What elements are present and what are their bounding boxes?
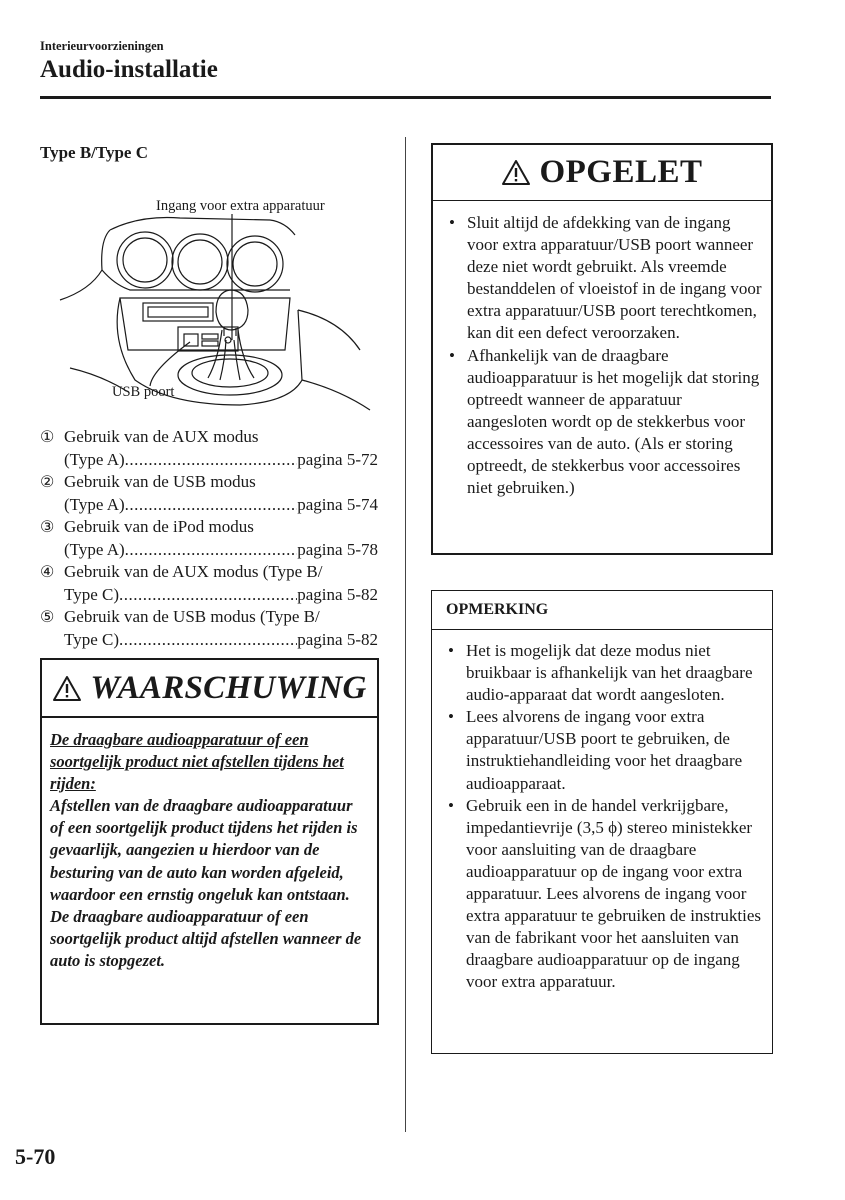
note-list xyxy=(432,630,772,994)
warning-box xyxy=(40,658,379,1025)
item-title: Gebruik van de iPod modus xyxy=(64,517,254,536)
section-title: Interieurvoorzieningen xyxy=(40,39,164,53)
item-title: Gebruik van de AUX modus (Type B/ xyxy=(64,562,323,581)
list-item: • Lees alvorens de ingang voor extra apparatuur/USB poort te gebruiken, de instruktiehandleiding voor het draagbare audioapparaat. xyxy=(432,706,766,794)
item-number: ⑤ xyxy=(40,609,55,626)
list-item xyxy=(40,471,378,516)
list-item: • Sluit altijd de afdekking van de ingang voor extra apparatuur/USB poort wanneer deze niet wordt gebruikt. Als vreemde bestanddelen of vloeistof in de ingang voor extra apparatuur/USB poort terechtkomen, kan dit een defect veroorzaken. xyxy=(433,212,765,345)
page-reference: pagina 5-74 xyxy=(297,495,378,514)
page-title: Audio-installatie xyxy=(40,56,218,83)
item-title: Gebruik van de USB modus (Type B/ xyxy=(64,607,320,626)
type-heading: Type B/Type C xyxy=(40,143,148,162)
page-reference: pagina 5-78 xyxy=(297,540,378,559)
page-reference: pagina 5-82 xyxy=(297,630,378,649)
center-console-drawing xyxy=(40,190,380,418)
warning-body xyxy=(42,718,377,972)
page-reference: pagina 5-72 xyxy=(297,450,378,469)
caution-title: OPGELET xyxy=(539,154,703,190)
item-number: ② xyxy=(40,474,55,491)
item-type: Type C) xyxy=(64,585,119,604)
item-type: (Type A) xyxy=(64,450,125,469)
usb-port-label: USB poort xyxy=(112,384,175,400)
aux-input-label: Ingang voor extra apparatuur xyxy=(156,198,325,214)
dot-leader xyxy=(125,449,298,471)
item-title: Gebruik van de USB modus xyxy=(64,472,256,491)
caution-triangle-icon xyxy=(501,159,531,186)
item-number: ① xyxy=(40,429,55,446)
column-divider xyxy=(405,137,406,1132)
warning-title: WAARSCHUWING xyxy=(90,669,367,706)
list-item xyxy=(40,516,378,561)
page-reference: pagina 5-82 xyxy=(297,585,378,604)
note-title: OPMERKING xyxy=(432,591,772,630)
warning-lead: De draagbare audioapparatuur of een soortgelijk product niet afstellen tijdens het rijden: xyxy=(50,730,344,794)
caution-header xyxy=(433,145,771,201)
warning-text: Afstellen van de draagbare audioapparatuur of een soortgelijk product tijdens het rijden is gevaarlijk, aangezien u hierdoor van de besturing van de auto kan worden afgeleid, waardoor een ernstig ongeluk kan ontstaan. De draagbare audioapparatuur of een soortgelijk product altijd afstellen wanneer de auto is stopgezet. xyxy=(50,796,362,970)
list-item xyxy=(40,606,378,651)
item-type: (Type A) xyxy=(64,495,125,514)
warning-triangle-icon xyxy=(52,675,82,702)
list-item xyxy=(40,561,378,606)
warning-header xyxy=(42,660,377,718)
console-illustration xyxy=(40,190,380,418)
cross-reference-list xyxy=(40,426,378,651)
list-item: • Het is mogelijk dat deze modus niet bruikbaar is afhankelijk van het draagbare audio-apparaat dat wordt aangesloten. xyxy=(432,640,766,706)
item-type: Type C) xyxy=(64,630,119,649)
note-box xyxy=(431,590,773,1054)
page-number: 5-70 xyxy=(15,1144,56,1169)
dot-leader xyxy=(119,629,297,651)
list-item: • Afhankelijk van de draagbare audioapparatuur is het mogelijk dat storing optreedt wanneer de apparatuur aangesloten wordt op de stekkerbus voor accessoires van de auto. (Als er storing optreedt, de stekkerbus voor accessoires niet gebruiken.) xyxy=(433,345,765,500)
list-item xyxy=(40,426,378,471)
caution-list xyxy=(433,201,771,499)
item-type: (Type A) xyxy=(64,540,125,559)
dot-leader xyxy=(125,539,298,561)
header-rule xyxy=(40,96,771,99)
dot-leader xyxy=(125,494,298,516)
item-title: Gebruik van de AUX modus xyxy=(64,427,259,446)
item-number: ③ xyxy=(40,519,55,536)
item-number: ④ xyxy=(40,564,55,581)
list-item: • Gebruik een in de handel verkrijgbare, impedantievrije (3,5 ϕ) stereo ministekker voor aansluiting van de draagbare audioapparatuur op de ingang voor extra apparatuur. Lees alvorens de ingang voor extra apparatuur te gebruiken de instrukties van de fabrikant voor het aansluiten van draagbare audioapparatuur op de ingang voor extra apparatuur. xyxy=(432,795,766,994)
dot-leader xyxy=(119,584,297,606)
caution-box xyxy=(431,143,773,555)
